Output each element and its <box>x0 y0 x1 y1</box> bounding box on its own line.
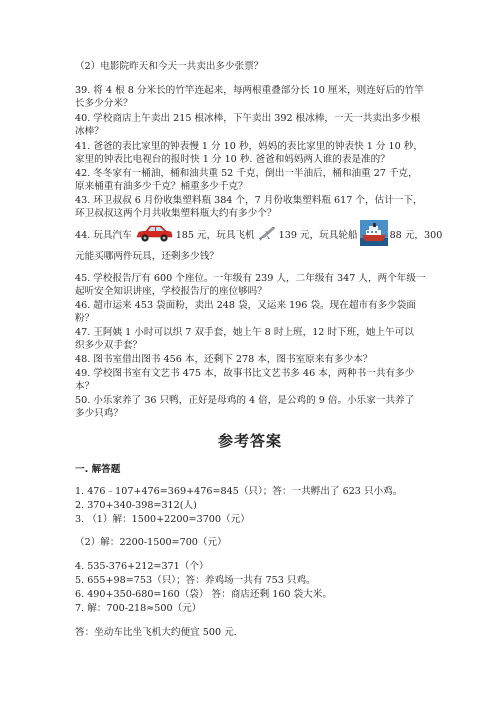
answer-6: 6. 490+350-680=160（袋） 答：商店还剩 160 袋大米。 <box>75 589 332 600</box>
question-45-line2: 起听安全知识讲座，学校报告厅的座位够吗？ <box>75 286 267 297</box>
question-41-line2: 家里的钟表比电视台的报时快 1 分 10 秒. 爸爸和妈妈两人谁的表是准的？ <box>75 154 390 165</box>
question-43-line1: 43. 环卫叔叔 6 月份收集塑料瓶 384 个，7 月份收集塑料瓶 617 个，估计一下， <box>75 195 423 206</box>
answer-3: 3. （1）解：1500+2200=3700（元） <box>75 514 250 525</box>
answer-3-part2: （2）解：2200-1500=700（元） <box>75 537 227 548</box>
question-47-line1: 47. 王阿姨 1 小时可以织 7 双手套，她上午 8 时上班，12 时下班，她上午可以 <box>75 327 414 338</box>
question-43-line2: 环卫叔叔这两个月共收集塑料瓶大约有多少个？ <box>75 208 277 219</box>
toy-plane-icon <box>257 222 277 247</box>
answer-2: 2. 370+340-398=312(人) <box>75 500 197 511</box>
question-44-line2: 元能买哪两件玩具，还剩多少钱？ <box>75 251 219 262</box>
question-39-line2: 长多少分米？ <box>75 98 133 109</box>
toy-ship-icon <box>360 220 388 249</box>
answer-5: 5. 655+98=753（只）；答：养鸡场一共有 753 只鸡。 <box>75 575 316 586</box>
question-41-line1: 41. 爸爸的表比家里的钟表慢 1 分 10 秒，妈妈的表比家里的钟表快 1 分 10 秒， <box>75 141 423 152</box>
question-47-line2: 织多少双手套？ <box>75 340 143 351</box>
question-45-line1: 45. 学校报告厅有 600 个座位。一年级有 239 人，二年级有 347 人，两个年级一 <box>75 273 426 284</box>
question-38-part2: （2）电影院昨天和今天一共卖出多少张票？ <box>75 61 264 72</box>
question-44-plane-label: 185 元，玩具飞机 <box>175 230 255 241</box>
question-49-line2: 本？ <box>75 381 95 392</box>
red-toy-car-icon <box>134 222 174 247</box>
question-44-line1 <box>75 220 442 248</box>
answer-7: 7. 解：700-218≈500（元） <box>75 603 202 614</box>
answer-4: 4. 535-376+212=371（个） <box>75 561 209 572</box>
question-39-line1: 39. 将 4 根 8 分米长的竹竿连起来，每两根重叠部分长 10 厘米，则连好后的竹竿 <box>75 85 424 96</box>
answers-section-heading: 一. 解答题 <box>75 464 121 475</box>
question-44-ship-label: 139 元，玩具轮船 <box>278 230 358 241</box>
question-40-line2: 冰棒？ <box>75 126 104 137</box>
question-49-line1: 49. 学校图书室有文艺书 475 本，故事书比文艺书多 46 本，两种书一共有多少 <box>75 368 415 379</box>
question-44-car-label: 44. 玩具汽车 <box>75 230 132 241</box>
question-42-line2: 原来桶重有油多少千克？桶重多少千克？ <box>75 181 248 192</box>
question-46-line1: 46. 超市运来 453 袋面粉，卖出 248 袋，又运来 196 袋。现在超市有多少袋面 <box>75 300 416 311</box>
answer-7-conclusion: 答：坐动车比坐飞机大约便宜 500 元. <box>75 627 237 638</box>
question-48: 48. 图书室借出图书 456 本，还剩下 278 本，图书室原来有多少本？ <box>75 354 373 365</box>
answers-title: 参考答案 <box>217 432 282 450</box>
answer-1: 1. 476﹣107+476=369+476=845（只）；答：一共孵出了 623 只小鸡。 <box>75 486 403 497</box>
question-46-line2: 粉？ <box>75 313 95 324</box>
question-42-line1: 42. 冬冬家有一桶油，桶和油共重 52 千克，倒出一半油后，桶和油重 27 千克， <box>75 168 418 179</box>
question-44-budget-label: 88 元，300 <box>389 230 443 241</box>
question-50-line2: 多少只鸡？ <box>75 408 123 419</box>
question-50-line1: 50. 小乐家养了 36 只鸭，正好是母鸡的 4 倍，是公鸡的 9 倍。小乐家一共养了 <box>75 395 415 406</box>
question-40-line1: 40. 学校商店上午卖出 215 根冰棒，下午卖出 392 根冰棒，一天一共卖出多少根 <box>75 113 421 124</box>
